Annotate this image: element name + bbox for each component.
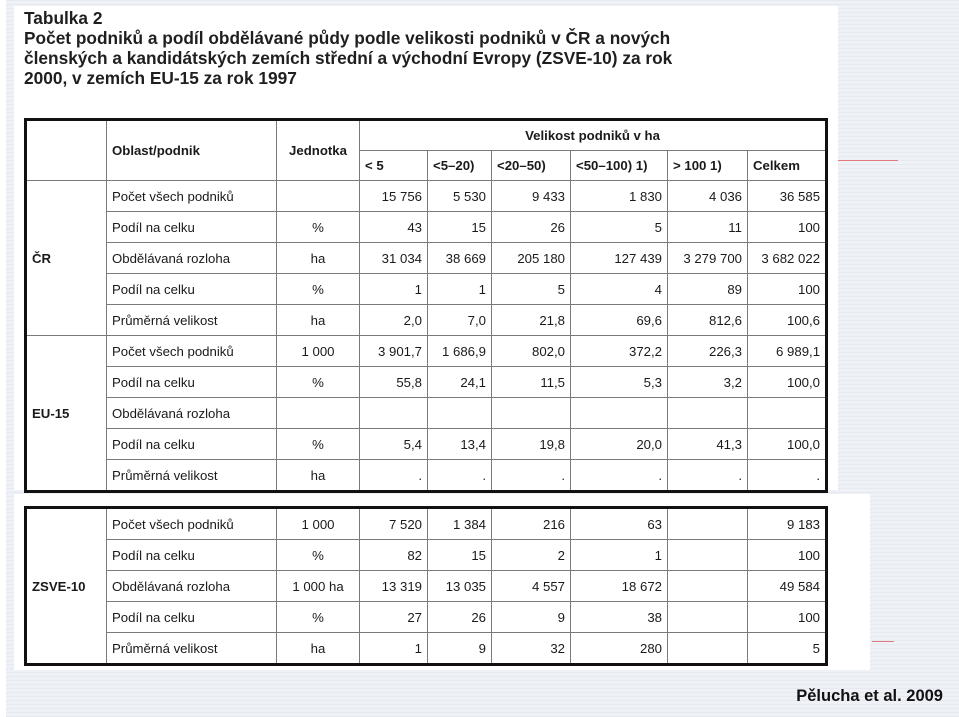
value-cell: 15 [428,212,492,243]
table-row [26,274,827,305]
value-cell: 18 672 [571,571,668,602]
value-cell: 4 557 [492,571,571,602]
value-cell: 7,0 [428,305,492,336]
value-cell: 5,4 [360,429,428,460]
unit-cell: % [277,367,360,398]
value-cell [428,398,492,429]
value-cell [668,398,748,429]
header-row-1 [26,120,827,151]
value-cell: 15 [428,540,492,571]
value-cell: 26 [428,602,492,633]
value-cell: 38 [571,602,668,633]
value-cell: 372,2 [571,336,668,367]
unit-cell: 1 000 ha [277,571,360,602]
value-cell: 55,8 [360,367,428,398]
region-label: ZSVE-10 [26,508,107,665]
value-cell: 1 [360,274,428,305]
cr-section [26,181,827,336]
unit-cell: ha [277,305,360,336]
value-cell: . [748,460,827,492]
value-cell: 26 [492,212,571,243]
value-cell: 9 183 [748,508,827,540]
row-label: Průměrná velikost [107,633,277,665]
value-cell: 20,0 [571,429,668,460]
value-cell: 11,5 [492,367,571,398]
value-cell: 1 686,9 [428,336,492,367]
row-label: Počet všech podniků [107,336,277,367]
value-cell: 63 [571,508,668,540]
value-cell: 5 [492,274,571,305]
value-cell: 41,3 [668,429,748,460]
value-cell: 49 584 [748,571,827,602]
value-cell [668,571,748,602]
value-cell: 1 [571,540,668,571]
value-cell [668,602,748,633]
value-cell: 11 [668,212,748,243]
header-size-group: Velikost podniků v ha [360,120,827,151]
value-cell: 3 901,7 [360,336,428,367]
header-col: <20–50) [492,151,571,181]
value-cell: 82 [360,540,428,571]
value-cell: 100,0 [748,367,827,398]
unit-cell [277,398,360,429]
value-cell: . [360,460,428,492]
value-cell: 3 682 022 [748,243,827,274]
value-cell: 100,6 [748,305,827,336]
header-col: <5–20) [428,151,492,181]
value-cell: 2,0 [360,305,428,336]
value-cell [668,508,748,540]
title-line-3: členských a kandidátských zemích střední a východní Evropy (ZSVE-10) za rok [24,48,673,68]
unit-cell: ha [277,460,360,492]
row-label: Obdělávaná rozloha [107,398,277,429]
header-corner-cell [26,120,107,181]
value-cell: 100 [748,274,827,305]
decorative-line [838,160,898,161]
unit-cell: 1 000 [277,336,360,367]
header-col: Celkem [748,151,827,181]
value-cell: 280 [571,633,668,665]
value-cell: 1 384 [428,508,492,540]
value-cell: . [571,460,668,492]
row-label: Podíl na celku [107,274,277,305]
table-row [26,398,827,429]
value-cell: 100 [748,540,827,571]
table-row [26,243,827,274]
value-cell: 13,4 [428,429,492,460]
value-cell: . [428,460,492,492]
table-row [26,540,827,571]
value-cell: 4 [571,274,668,305]
table-title [24,8,814,88]
table-row [26,181,827,212]
value-cell: 2 [492,540,571,571]
table-row [26,367,827,398]
table-row [26,508,827,540]
row-label: Podíl na celku [107,540,277,571]
value-cell: 1 [428,274,492,305]
title-line-1: Tabulka 2 [24,8,103,28]
row-label: Počet všech podniků [107,181,277,212]
value-cell [748,398,827,429]
value-cell: 226,3 [668,336,748,367]
table-row [26,336,827,367]
region-label: EU-15 [26,336,107,492]
header-region: Oblast/podnik [107,120,277,181]
row-label: Obdělávaná rozloha [107,571,277,602]
value-cell: 27 [360,602,428,633]
value-cell: 802,0 [492,336,571,367]
value-cell: 21,8 [492,305,571,336]
value-cell: 100 [748,212,827,243]
value-cell: 4 036 [668,181,748,212]
table-row [26,460,827,492]
header-col: <50–100) 1) [571,151,668,181]
source-credit: Pělucha et al. 2009 [796,687,943,705]
eu15-section [26,336,827,492]
value-cell: 32 [492,633,571,665]
value-cell: 3 279 700 [668,243,748,274]
header-unit: Jednotka [277,120,360,181]
value-cell: 19,8 [492,429,571,460]
row-label: Počet všech podniků [107,508,277,540]
value-cell: 100 [748,602,827,633]
value-cell: 216 [492,508,571,540]
value-cell: 6 989,1 [748,336,827,367]
value-cell: 31 034 [360,243,428,274]
header-col: > 100 1) [668,151,748,181]
table-row [26,602,827,633]
value-cell: 5 [571,212,668,243]
value-cell: 13 035 [428,571,492,602]
value-cell: 5,3 [571,367,668,398]
title-line-2: Počet podniků a podíl obdělávané půdy podle velikosti podniků v ČR a nových [24,28,671,48]
row-label: Průměrná velikost [107,460,277,492]
value-cell: 1 [360,633,428,665]
value-cell: 9 [428,633,492,665]
table-row [26,305,827,336]
unit-cell: ha [277,243,360,274]
data-table-lower [24,506,828,666]
row-label: Průměrná velikost [107,305,277,336]
value-cell: 38 669 [428,243,492,274]
value-cell: 89 [668,274,748,305]
value-cell [668,633,748,665]
value-cell: 69,6 [571,305,668,336]
value-cell: 812,6 [668,305,748,336]
value-cell: 100,0 [748,429,827,460]
unit-cell: % [277,540,360,571]
value-cell: 205 180 [492,243,571,274]
table-row [26,633,827,665]
value-cell: . [492,460,571,492]
row-label: Podíl na celku [107,367,277,398]
value-cell: 36 585 [748,181,827,212]
unit-cell: ha [277,633,360,665]
value-cell: 24,1 [428,367,492,398]
value-cell: 1 830 [571,181,668,212]
table-row [26,212,827,243]
data-table-upper [24,118,828,493]
decorative-line [872,641,894,642]
row-label: Obdělávaná rozloha [107,243,277,274]
value-cell: 15 756 [360,181,428,212]
unit-cell [277,181,360,212]
value-cell: 13 319 [360,571,428,602]
header-col: < 5 [360,151,428,181]
value-cell: 3,2 [668,367,748,398]
unit-cell: % [277,274,360,305]
unit-cell: % [277,602,360,633]
table-row [26,571,827,602]
unit-cell: % [277,429,360,460]
value-cell: 9 433 [492,181,571,212]
value-cell [668,540,748,571]
value-cell [571,398,668,429]
value-cell [492,398,571,429]
row-label: Podíl na celku [107,212,277,243]
unit-cell: % [277,212,360,243]
value-cell: 43 [360,212,428,243]
region-label: ČR [26,181,107,336]
value-cell: 9 [492,602,571,633]
value-cell: . [668,460,748,492]
value-cell: 7 520 [360,508,428,540]
value-cell: 127 439 [571,243,668,274]
zsve-section [26,508,827,665]
left-border-strip [0,0,6,717]
row-label: Podíl na celku [107,602,277,633]
value-cell [360,398,428,429]
row-label: Podíl na celku [107,429,277,460]
table-row [26,429,827,460]
unit-cell: 1 000 [277,508,360,540]
value-cell: 5 530 [428,181,492,212]
title-line-4: 2000, v zemích EU-15 za rok 1997 [24,68,297,88]
value-cell: 5 [748,633,827,665]
